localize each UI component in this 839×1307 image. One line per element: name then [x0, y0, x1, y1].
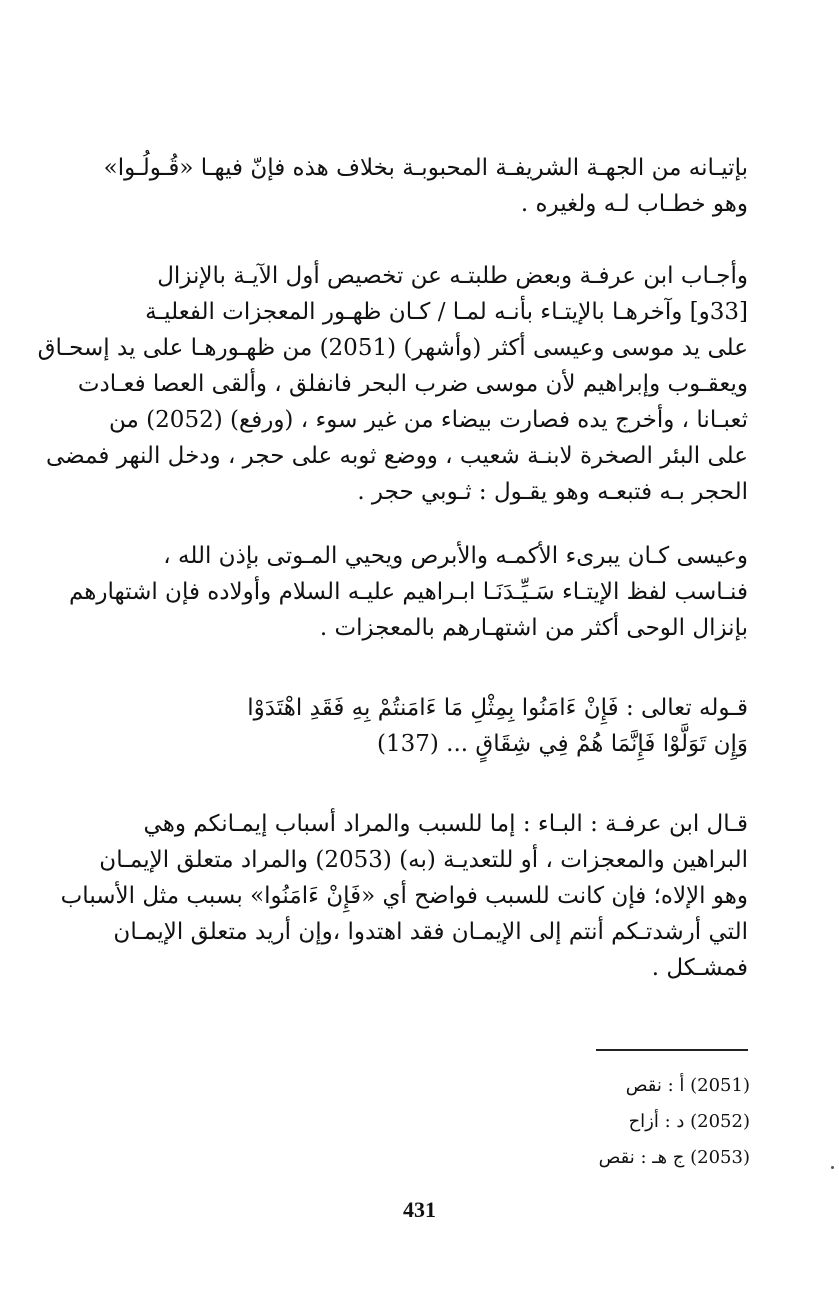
text-line: ثعبـانا ، وأخرج يده فصارت بيضاء من غير سوء ، (ورفع) (2052) من [109, 407, 748, 433]
text-line: وهو الإلاه؛ فإن كانت للسبب فواضح أي «فَإِنْ ءَامَنُوا» بسبب مثل الأسباب [60, 883, 748, 909]
text-line: بإتيـانه من الجهـة الشريفـة المحبوبـة بخلاف هذه فإنّ فيهـا «قُـولُـوا» [103, 155, 748, 181]
text-line: ويعقـوب وإبراهيم لأن موسى ضرب البحر فانفلق ، وألقى العصا فعـادت [77, 371, 748, 397]
scan-speck [831, 1166, 834, 1169]
text-line: وهو خطـاب لـه ولغيره . [520, 191, 748, 217]
footnote-divider [596, 1049, 748, 1051]
text-line: فمشـكل . [651, 955, 748, 981]
text-line: على يد موسى وعيسى أكثر (وأشهر) (2051) من ظهـورهـا على يد إسحـاق [37, 335, 748, 361]
text-line: قـوله تعالى : فَإِنْ ءَامَنُوا بِمِثْلِ مَا ءَامَنتُمْ بِهِ فَقَدِ اهْتَدَوْا [247, 695, 748, 721]
paragraph-1 [88, 150, 748, 222]
quran-verse-paragraph [88, 690, 748, 762]
footnote-2053: (2053) ج هـ : نقص [598, 1147, 750, 1168]
text-line: الحجر بـه فتبعـه وهو يقـول : ثـوبي حجر . [357, 479, 748, 505]
paragraph-2 [37, 258, 748, 510]
text-line: البراهين والمعجزات ، أو للتعديـة (به) (2053) والمراد متعلق الإيمـان [99, 847, 748, 873]
text-line: وَإِن تَوَلَّوْا فَإِنَّمَا هُمْ فِي شِقَاقٍ ... (137) [377, 731, 748, 757]
text-line: بإنزال الوحى أكثر من اشتهـارهم بالمعجزات . [319, 615, 748, 641]
text-line: [33و] وآخرهـا بالإيتـاء بأنـه لمـا / كـان ظهـور المعجزات الفعليـة [145, 299, 748, 325]
footnote-2052: (2052) د : أزاح [628, 1111, 750, 1132]
text-line: فنـاسب لفظ الإيتـاء سَـيِّـدَنَـا ابـراهيم عليـه السلام وأولاده فإن اشتهارهم [68, 579, 748, 605]
text-line: قـال ابن عرفـة : البـاء : إما للسبب والمراد أسباب إيمـانكم وهي [143, 811, 748, 837]
text-line: وأجـاب ابن عرفـة وبعض طلبتـه عن تخصيص أول الآيـة بالإنزال [157, 263, 748, 289]
footnotes [460, 1068, 750, 1176]
paragraph-3 [68, 538, 748, 646]
footnote-2051: (2051) أ : نقص [625, 1075, 750, 1096]
paragraph-5 [60, 806, 748, 986]
page-number: 431 [403, 1197, 436, 1222]
text-line: على البئر الصخرة لابنـة شعيب ، ووضع ثوبه على حجر ، ودخل النهر فمضى [45, 443, 748, 469]
text-line: التي أرشدتـكم أنتم إلى الإيمـان فقد اهتدوا ،وإن أريد متعلق الإيمـان [113, 919, 748, 945]
text-line: وعيسى كـان يبرىء الأكمـه والأبرص ويحيي المـوتى بإذن الله ، [163, 543, 748, 569]
